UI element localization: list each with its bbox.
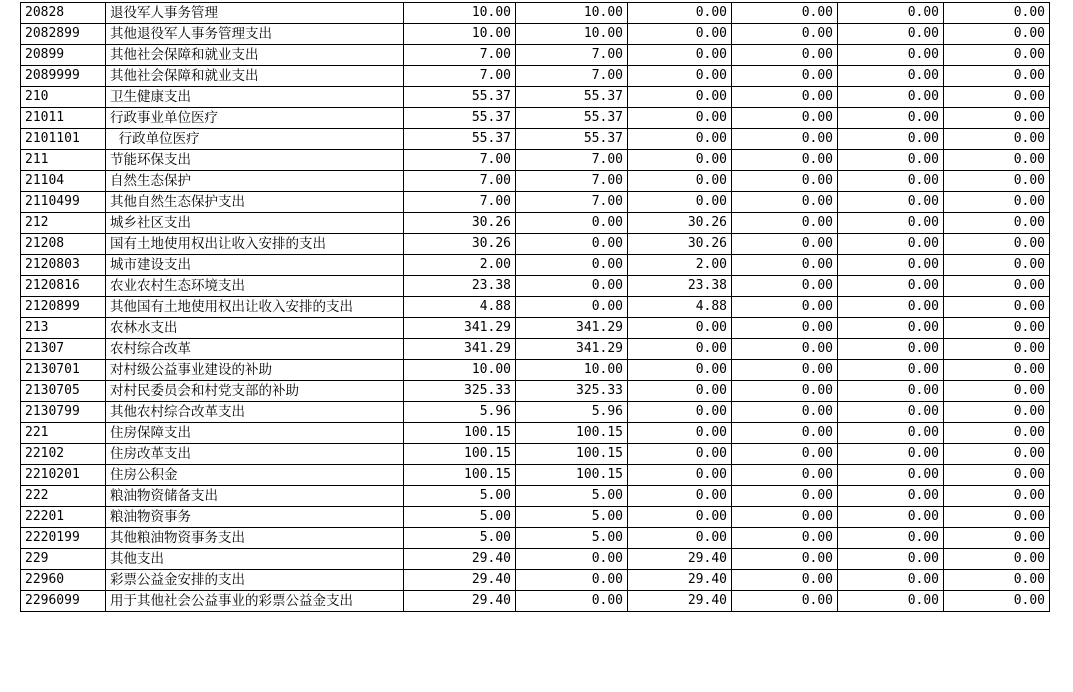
amount-cell: 7.00: [404, 66, 516, 87]
budget-table-body: [21, 3, 1050, 612]
table-row: [21, 24, 1050, 45]
subject-name-cell: 用于其他社会公益事业的彩票公益金支出: [106, 591, 404, 612]
amount-cell: 0.00: [838, 171, 944, 192]
subject-code-cell: 229: [21, 549, 106, 570]
amount-cell: 0.00: [838, 507, 944, 528]
subject-code-cell: 21011: [21, 108, 106, 129]
amount-cell: 7.00: [516, 45, 628, 66]
amount-cell: 0.00: [732, 591, 838, 612]
table-row: [21, 45, 1050, 66]
subject-name-cell: 行政单位医疗: [106, 129, 404, 150]
subject-code-cell: 22102: [21, 444, 106, 465]
amount-cell: 0.00: [944, 87, 1050, 108]
amount-cell: 0.00: [516, 276, 628, 297]
amount-cell: 0.00: [838, 45, 944, 66]
table-row: [21, 3, 1050, 24]
amount-cell: 0.00: [838, 213, 944, 234]
amount-cell: 29.40: [628, 591, 732, 612]
subject-name-cell: 退役军人事务管理: [106, 3, 404, 24]
amount-cell: 0.00: [732, 66, 838, 87]
amount-cell: 100.15: [404, 444, 516, 465]
amount-cell: 0.00: [944, 549, 1050, 570]
amount-cell: 0.00: [516, 234, 628, 255]
amount-cell: 0.00: [944, 297, 1050, 318]
amount-cell: 0.00: [944, 507, 1050, 528]
amount-cell: 0.00: [944, 108, 1050, 129]
amount-cell: 100.15: [516, 444, 628, 465]
amount-cell: 0.00: [838, 150, 944, 171]
subject-code-cell: 2210201: [21, 465, 106, 486]
amount-cell: 0.00: [838, 129, 944, 150]
amount-cell: 29.40: [404, 591, 516, 612]
amount-cell: 0.00: [628, 465, 732, 486]
amount-cell: 0.00: [838, 570, 944, 591]
amount-cell: 0.00: [944, 528, 1050, 549]
amount-cell: 0.00: [628, 423, 732, 444]
amount-cell: 0.00: [944, 213, 1050, 234]
subject-code-cell: 20899: [21, 45, 106, 66]
amount-cell: 0.00: [628, 444, 732, 465]
amount-cell: 0.00: [944, 3, 1050, 24]
amount-cell: 100.15: [516, 423, 628, 444]
amount-cell: 0.00: [516, 255, 628, 276]
amount-cell: 100.15: [404, 423, 516, 444]
subject-code-cell: 21104: [21, 171, 106, 192]
amount-cell: 5.00: [516, 528, 628, 549]
amount-cell: 0.00: [838, 3, 944, 24]
amount-cell: 0.00: [838, 66, 944, 87]
amount-cell: 0.00: [944, 150, 1050, 171]
amount-cell: 0.00: [516, 549, 628, 570]
table-row: [21, 486, 1050, 507]
budget-table: [20, 2, 1050, 612]
amount-cell: 0.00: [628, 486, 732, 507]
amount-cell: 341.29: [516, 318, 628, 339]
amount-cell: 0.00: [838, 360, 944, 381]
subject-code-cell: 2089999: [21, 66, 106, 87]
amount-cell: 0.00: [944, 66, 1050, 87]
amount-cell: 0.00: [838, 318, 944, 339]
amount-cell: 0.00: [732, 3, 838, 24]
amount-cell: 0.00: [732, 171, 838, 192]
subject-code-cell: 2296099: [21, 591, 106, 612]
amount-cell: 5.00: [516, 507, 628, 528]
amount-cell: 55.37: [516, 87, 628, 108]
amount-cell: 0.00: [732, 24, 838, 45]
amount-cell: 0.00: [732, 570, 838, 591]
amount-cell: 0.00: [838, 423, 944, 444]
amount-cell: 55.37: [404, 129, 516, 150]
amount-cell: 0.00: [838, 591, 944, 612]
table-row: [21, 507, 1050, 528]
subject-name-cell: 其他社会保障和就业支出: [106, 66, 404, 87]
amount-cell: 0.00: [732, 255, 838, 276]
amount-cell: 0.00: [944, 423, 1050, 444]
subject-name-cell: 其他国有土地使用权出让收入安排的支出: [106, 297, 404, 318]
amount-cell: 10.00: [516, 360, 628, 381]
table-row: [21, 465, 1050, 486]
amount-cell: 55.37: [404, 108, 516, 129]
amount-cell: 0.00: [628, 87, 732, 108]
table-row: [21, 129, 1050, 150]
amount-cell: 7.00: [516, 66, 628, 87]
amount-cell: 30.26: [628, 234, 732, 255]
amount-cell: 0.00: [732, 402, 838, 423]
table-row: [21, 171, 1050, 192]
amount-cell: 0.00: [628, 150, 732, 171]
subject-name-cell: 卫生健康支出: [106, 87, 404, 108]
table-row: [21, 66, 1050, 87]
amount-cell: 0.00: [944, 255, 1050, 276]
table-row: [21, 339, 1050, 360]
amount-cell: 55.37: [516, 108, 628, 129]
amount-cell: 0.00: [732, 192, 838, 213]
subject-code-cell: 222: [21, 486, 106, 507]
amount-cell: 0.00: [628, 402, 732, 423]
subject-code-cell: 221: [21, 423, 106, 444]
amount-cell: 0.00: [732, 297, 838, 318]
amount-cell: 7.00: [516, 171, 628, 192]
amount-cell: 0.00: [838, 108, 944, 129]
amount-cell: 0.00: [944, 45, 1050, 66]
amount-cell: 0.00: [732, 213, 838, 234]
amount-cell: 0.00: [732, 150, 838, 171]
amount-cell: 100.15: [516, 465, 628, 486]
amount-cell: 100.15: [404, 465, 516, 486]
subject-name-cell: 其他自然生态保护支出: [106, 192, 404, 213]
amount-cell: 0.00: [628, 129, 732, 150]
subject-code-cell: 2120899: [21, 297, 106, 318]
amount-cell: 0.00: [628, 318, 732, 339]
amount-cell: 0.00: [732, 465, 838, 486]
subject-name-cell: 行政事业单位医疗: [106, 108, 404, 129]
subject-name-cell: 农村综合改革: [106, 339, 404, 360]
amount-cell: 341.29: [404, 318, 516, 339]
subject-code-cell: 2130701: [21, 360, 106, 381]
amount-cell: 0.00: [944, 192, 1050, 213]
amount-cell: 5.96: [516, 402, 628, 423]
amount-cell: 0.00: [732, 108, 838, 129]
subject-name-cell: 粮油物资事务: [106, 507, 404, 528]
subject-code-cell: 211: [21, 150, 106, 171]
amount-cell: 0.00: [732, 549, 838, 570]
amount-cell: 0.00: [628, 528, 732, 549]
amount-cell: 0.00: [838, 465, 944, 486]
amount-cell: 29.40: [628, 549, 732, 570]
amount-cell: 0.00: [628, 192, 732, 213]
table-row: [21, 570, 1050, 591]
amount-cell: 0.00: [944, 339, 1050, 360]
table-row: [21, 402, 1050, 423]
amount-cell: 7.00: [404, 150, 516, 171]
amount-cell: 0.00: [838, 276, 944, 297]
amount-cell: 0.00: [628, 171, 732, 192]
amount-cell: 0.00: [944, 465, 1050, 486]
amount-cell: 0.00: [944, 591, 1050, 612]
table-row: [21, 297, 1050, 318]
amount-cell: 0.00: [838, 24, 944, 45]
amount-cell: 0.00: [732, 486, 838, 507]
table-row: [21, 381, 1050, 402]
subject-code-cell: 2130799: [21, 402, 106, 423]
amount-cell: 0.00: [838, 339, 944, 360]
amount-cell: 7.00: [516, 192, 628, 213]
table-row: [21, 423, 1050, 444]
amount-cell: 0.00: [944, 24, 1050, 45]
amount-cell: 29.40: [404, 570, 516, 591]
amount-cell: 10.00: [516, 3, 628, 24]
amount-cell: 0.00: [516, 591, 628, 612]
amount-cell: 29.40: [404, 549, 516, 570]
table-row: [21, 255, 1050, 276]
amount-cell: 0.00: [944, 129, 1050, 150]
amount-cell: 0.00: [838, 549, 944, 570]
amount-cell: 0.00: [944, 444, 1050, 465]
subject-name-cell: 其他粮油物资事务支出: [106, 528, 404, 549]
subject-name-cell: 国有土地使用权出让收入安排的支出: [106, 234, 404, 255]
table-row: [21, 444, 1050, 465]
amount-cell: 23.38: [404, 276, 516, 297]
subject-name-cell: 其他农村综合改革支出: [106, 402, 404, 423]
amount-cell: 0.00: [838, 486, 944, 507]
subject-code-cell: 2120816: [21, 276, 106, 297]
subject-name-cell: 城乡社区支出: [106, 213, 404, 234]
amount-cell: 0.00: [628, 507, 732, 528]
subject-code-cell: 2101101: [21, 129, 106, 150]
amount-cell: 30.26: [628, 213, 732, 234]
subject-code-cell: 2220199: [21, 528, 106, 549]
amount-cell: 0.00: [732, 276, 838, 297]
amount-cell: 30.26: [404, 213, 516, 234]
amount-cell: 4.88: [628, 297, 732, 318]
amount-cell: 10.00: [516, 24, 628, 45]
amount-cell: 0.00: [732, 234, 838, 255]
amount-cell: 0.00: [944, 402, 1050, 423]
amount-cell: 0.00: [628, 24, 732, 45]
subject-code-cell: 22960: [21, 570, 106, 591]
amount-cell: 0.00: [628, 108, 732, 129]
amount-cell: 5.96: [404, 402, 516, 423]
amount-cell: 10.00: [404, 3, 516, 24]
subject-code-cell: 210: [21, 87, 106, 108]
amount-cell: 0.00: [838, 255, 944, 276]
amount-cell: 0.00: [732, 423, 838, 444]
table-row: [21, 108, 1050, 129]
table-row: [21, 213, 1050, 234]
table-row: [21, 528, 1050, 549]
amount-cell: 55.37: [404, 87, 516, 108]
subject-name-cell: 其他支出: [106, 549, 404, 570]
amount-cell: 0.00: [732, 129, 838, 150]
subject-code-cell: 21208: [21, 234, 106, 255]
subject-name-cell: 住房保障支出: [106, 423, 404, 444]
amount-cell: 0.00: [944, 276, 1050, 297]
amount-cell: 10.00: [404, 24, 516, 45]
subject-name-cell: 自然生态保护: [106, 171, 404, 192]
subject-name-cell: 其他退役军人事务管理支出: [106, 24, 404, 45]
amount-cell: 0.00: [628, 339, 732, 360]
table-row: [21, 591, 1050, 612]
amount-cell: 0.00: [838, 297, 944, 318]
amount-cell: 0.00: [628, 360, 732, 381]
amount-cell: 30.26: [404, 234, 516, 255]
subject-name-cell: 其他社会保障和就业支出: [106, 45, 404, 66]
subject-name-cell: 农林水支出: [106, 318, 404, 339]
amount-cell: 0.00: [838, 402, 944, 423]
subject-name-cell: 城市建设支出: [106, 255, 404, 276]
amount-cell: 0.00: [838, 381, 944, 402]
amount-cell: 4.88: [404, 297, 516, 318]
amount-cell: 0.00: [732, 444, 838, 465]
amount-cell: 0.00: [732, 318, 838, 339]
amount-cell: 0.00: [732, 339, 838, 360]
subject-name-cell: 住房公积金: [106, 465, 404, 486]
amount-cell: 0.00: [838, 528, 944, 549]
amount-cell: 0.00: [628, 45, 732, 66]
amount-cell: 0.00: [944, 234, 1050, 255]
subject-code-cell: 20828: [21, 3, 106, 24]
amount-cell: 0.00: [944, 570, 1050, 591]
subject-name-cell: 对村民委员会和村党支部的补助: [106, 381, 404, 402]
amount-cell: 7.00: [404, 45, 516, 66]
amount-cell: 5.00: [404, 528, 516, 549]
amount-cell: 0.00: [944, 360, 1050, 381]
subject-name-cell: 彩票公益金安排的支出: [106, 570, 404, 591]
amount-cell: 0.00: [628, 381, 732, 402]
table-row: [21, 549, 1050, 570]
amount-cell: 7.00: [404, 192, 516, 213]
amount-cell: 0.00: [838, 87, 944, 108]
amount-cell: 0.00: [516, 570, 628, 591]
subject-name-cell: 对村级公益事业建设的补助: [106, 360, 404, 381]
table-row: [21, 276, 1050, 297]
amount-cell: 0.00: [838, 192, 944, 213]
amount-cell: 0.00: [732, 528, 838, 549]
subject-name-cell: 农业农村生态环境支出: [106, 276, 404, 297]
amount-cell: 7.00: [516, 150, 628, 171]
amount-cell: 10.00: [404, 360, 516, 381]
amount-cell: 0.00: [838, 444, 944, 465]
amount-cell: 5.00: [404, 486, 516, 507]
table-row: [21, 318, 1050, 339]
table-row: [21, 234, 1050, 255]
amount-cell: 0.00: [628, 3, 732, 24]
amount-cell: 0.00: [732, 381, 838, 402]
amount-cell: 5.00: [516, 486, 628, 507]
amount-cell: 23.38: [628, 276, 732, 297]
amount-cell: 325.33: [516, 381, 628, 402]
amount-cell: 0.00: [944, 381, 1050, 402]
amount-cell: 2.00: [628, 255, 732, 276]
amount-cell: 0.00: [732, 87, 838, 108]
subject-code-cell: 2082899: [21, 24, 106, 45]
amount-cell: 341.29: [516, 339, 628, 360]
table-row: [21, 360, 1050, 381]
amount-cell: 2.00: [404, 255, 516, 276]
amount-cell: 55.37: [516, 129, 628, 150]
amount-cell: 0.00: [732, 45, 838, 66]
amount-cell: 5.00: [404, 507, 516, 528]
amount-cell: 0.00: [944, 318, 1050, 339]
amount-cell: 0.00: [838, 234, 944, 255]
subject-code-cell: 2120803: [21, 255, 106, 276]
subject-code-cell: 21307: [21, 339, 106, 360]
subject-code-cell: 2110499: [21, 192, 106, 213]
subject-name-cell: 节能环保支出: [106, 150, 404, 171]
amount-cell: 29.40: [628, 570, 732, 591]
table-row: [21, 192, 1050, 213]
amount-cell: 7.00: [404, 171, 516, 192]
subject-code-cell: 213: [21, 318, 106, 339]
amount-cell: 0.00: [628, 66, 732, 87]
amount-cell: 0.00: [944, 171, 1050, 192]
table-row: [21, 150, 1050, 171]
amount-cell: 0.00: [732, 507, 838, 528]
subject-code-cell: 212: [21, 213, 106, 234]
table-row: [21, 87, 1050, 108]
subject-name-cell: 住房改革支出: [106, 444, 404, 465]
amount-cell: 0.00: [516, 213, 628, 234]
amount-cell: 325.33: [404, 381, 516, 402]
subject-code-cell: 22201: [21, 507, 106, 528]
subject-code-cell: 2130705: [21, 381, 106, 402]
subject-name-cell: 粮油物资储备支出: [106, 486, 404, 507]
amount-cell: 0.00: [732, 360, 838, 381]
amount-cell: 341.29: [404, 339, 516, 360]
amount-cell: 0.00: [944, 486, 1050, 507]
amount-cell: 0.00: [516, 297, 628, 318]
